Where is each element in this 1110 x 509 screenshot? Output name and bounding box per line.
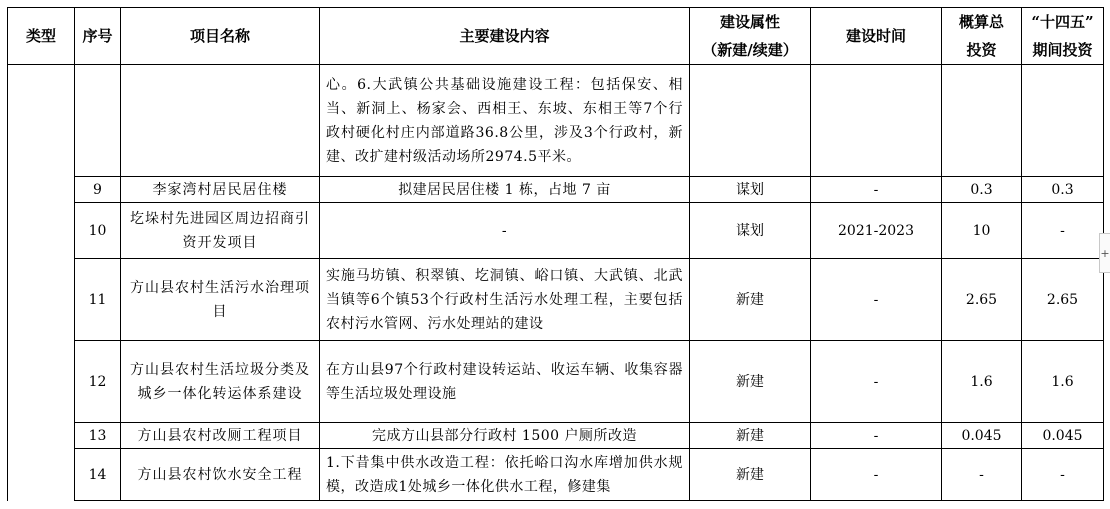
time-cell: -: [811, 449, 942, 501]
content-cell: 拟建居民居住楼 1 栋，占地 7 亩: [320, 177, 690, 203]
name-cell: 方山县农村饮水安全工程: [121, 449, 320, 501]
expand-icon[interactable]: +: [1099, 233, 1110, 273]
name-cell: 方山县农村生活垃圾分类及城乡一体化转运体系建设: [121, 341, 320, 423]
budget-cell: 10: [942, 203, 1022, 259]
attr-cell: 谋划: [690, 203, 811, 259]
table-row: [8, 341, 1104, 423]
plan-cell: 2.65: [1022, 259, 1104, 341]
col-header-name: 项目名称: [121, 8, 320, 65]
name-cell: [121, 65, 320, 177]
time-cell: -: [811, 259, 942, 341]
plan-cell: 1.6: [1022, 341, 1104, 423]
col-header-content: 主要建设内容: [320, 8, 690, 65]
content-cell: 完成方山县部分行政村 1500 户厕所改造: [320, 423, 690, 449]
plan-cell: -: [1022, 449, 1104, 501]
plan-cell: [1022, 65, 1104, 177]
type-cell: [8, 65, 75, 501]
plan-cell: -: [1022, 203, 1104, 259]
seq-cell: 12: [75, 341, 121, 423]
attr-cell: [690, 65, 811, 177]
attr-header-line1: 建设属性: [719, 13, 780, 31]
plan-header-line1: “十四五”: [1031, 13, 1094, 31]
attr-cell: 谋划: [690, 177, 811, 203]
time-cell: [811, 65, 942, 177]
budget-cell: 2.65: [942, 259, 1022, 341]
col-header-attr: [690, 8, 811, 65]
table-row: [8, 259, 1104, 341]
content-cell: 心。6.大武镇公共基础设施建设工程：包括保安、相当、新洞上、杨家会、西相王、东坡、东相王等7个行政村硬化村庄内部道路36.8公里，涉及3个行政村，新建、改扩建村级活动场所2974.5平米。: [320, 65, 690, 177]
budget-cell: [942, 65, 1022, 177]
col-header-type: 类型: [8, 8, 75, 65]
plan-cell: 0.045: [1022, 423, 1104, 449]
content-cell: 实施马坊镇、积翠镇、圪洞镇、峪口镇、大武镇、北武当镇等6个镇53个行政村生活污水处理工程，主要包括农村污水管网、污水处理站的建设: [320, 259, 690, 341]
time-cell: -: [811, 341, 942, 423]
attr-cell: 新建: [690, 259, 811, 341]
table-row: [8, 65, 1104, 177]
col-header-seq: 序号: [75, 8, 121, 65]
seq-cell: 9: [75, 177, 121, 203]
attr-cell: 新建: [690, 423, 811, 449]
content-cell: 在方山县97个行政村建设转运站、收运车辆、收集容器等生活垃圾处理设施: [320, 341, 690, 423]
budget-header-line1: 概算总: [958, 13, 1004, 31]
table-row: [8, 177, 1104, 203]
time-cell: -: [811, 423, 942, 449]
attr-cell: 新建: [690, 341, 811, 423]
table-row: [8, 449, 1104, 501]
table-row: [8, 203, 1104, 259]
budget-header-line2: 投资: [966, 41, 997, 59]
seq-cell: 14: [75, 449, 121, 501]
name-cell: 李家湾村居民居住楼: [121, 177, 320, 203]
seq-cell: [75, 65, 121, 177]
plan-cell: 0.3: [1022, 177, 1104, 203]
attr-cell: 新建: [690, 449, 811, 501]
seq-cell: 10: [75, 203, 121, 259]
seq-cell: 11: [75, 259, 121, 341]
name-cell: 圪垛村先进园区周边招商引资开发项目: [121, 203, 320, 259]
content-cell: 1.下昔集中供水改造工程：依托峪口沟水库增加供水规模，改造成1处城乡一体化供水工程，修建集: [320, 449, 690, 501]
table-row: [8, 423, 1104, 449]
name-cell: 方山县农村生活污水治理项目: [121, 259, 320, 341]
header-row: [8, 8, 1104, 65]
plan-header-line2: 期间投资: [1032, 41, 1093, 59]
budget-cell: 0.045: [942, 423, 1022, 449]
budget-cell: -: [942, 449, 1022, 501]
time-cell: -: [811, 177, 942, 203]
name-cell: 方山县农村改厕工程项目: [121, 423, 320, 449]
attr-header-line2: （新建/续建）: [702, 41, 798, 59]
time-cell: 2021-2023: [811, 203, 942, 259]
col-header-plan: [1022, 8, 1104, 65]
project-table: [7, 7, 1104, 501]
col-header-budget: [942, 8, 1022, 65]
budget-cell: 0.3: [942, 177, 1022, 203]
seq-cell: 13: [75, 423, 121, 449]
content-cell: -: [320, 203, 690, 259]
budget-cell: 1.6: [942, 341, 1022, 423]
col-header-time: 建设时间: [811, 8, 942, 65]
